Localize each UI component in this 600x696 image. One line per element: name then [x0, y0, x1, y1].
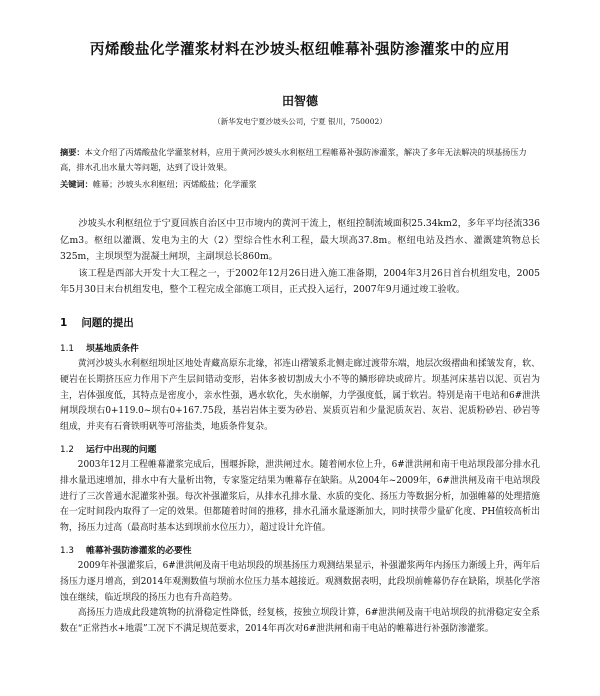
section-number: 1 — [60, 316, 68, 329]
abstract-label: 摘要： — [60, 147, 85, 157]
section-paragraph: 2003年12月工程帷幕灌浆完成后，围堰拆除，泄洪闸过水。随着闸水位上升，6#泄洪闸和南干电站坝段部分排水孔排水量迅速增加，排水中有大量析出物，专家鉴定结果为帷幕存在缺陷。从2004年~2009年，6#泄洪闸及南干电站坝段进行了三次普通水泥灌浆补强。每次补强灌浆后，从排水孔排水量、水质的变化、扬压力等数据分析，加强帷幕的处理措施在一定时间段内取得了一定的效果。但都随着时间的推移，排水孔涌水量逐渐加大，同时挟带少量矿化度、PH值较高析出物，扬压力过高（最高时基本达到坝前水位压力），超过设计允许值。 — [60, 459, 540, 534]
introduction — [60, 216, 540, 299]
intro-paragraph: 该工程是西部大开发十大工程之一，于2002年12月26日进入施工准备期，2004年3月26日首台机组发电，2005年5月30日末台机组发电，整个工程完成全部施工项目，正式投入运行，2007年9月通过竣工验收。 — [60, 267, 540, 296]
paper-title: 丙烯酸盐化学灌浆材料在沙坡头枢纽帷幕补强防渗灌浆中的应用 — [90, 42, 510, 58]
subsection-number: 1.3 — [60, 545, 74, 556]
intro-paragraph: 沙坡头水利枢纽位于宁夏回族自治区中卫市境内的黄河干流上，枢纽控制流域面积25.34km2，多年平均径流336亿m3。枢纽以灌溉、发电为主的大（2）型综合性水利工程，最大坝高37.8m。枢纽电站及挡水、灌溉建筑物总长325m，主坝坝型为混凝土闸坝，主副坝总长860m。 — [60, 218, 540, 263]
section-title: 问题的提出 — [81, 316, 134, 329]
subsection-title: 坝基地质条件 — [86, 343, 139, 354]
subsection-heading — [60, 443, 540, 458]
section-paragraph: 高扬压力造成此段建筑物的抗滑稳定性降低，经复核，按独立坝段计算，6#泄洪闸及南干电站坝段的抗滑稳定安全系数在“正常挡水+地震”工况下不满足规范要求，2014年再次对6#泄洪闸和南干电站的帷幕进行补强防渗灌浆。 — [60, 608, 540, 635]
abstract — [60, 145, 540, 175]
subsection-title: 运行中出现的问题 — [86, 444, 157, 455]
subsection-number: 1.2 — [60, 444, 74, 455]
keywords-label: 关键词： — [60, 179, 93, 189]
section-paragraph: 黄河沙坡头水利枢纽坝址区地处青藏高原东北缘，祁连山褶皱系北侧走廊过渡带东端，地层次级褶曲和揉皱发育，软、硬岩在长期挤压应力作用下产生层间错动变形，岩体多被切割成大小不等的鳞形碎块或碎片。坝基河床基岩以泥、页岩为主，岩体强度低，其特点是密度小，亲水性强，遇水软化，失水崩解，力学强度低，属于软岩。特别是南干电站和6#泄洪闸坝段坝右0+119.0~坝右0+167.75段，基岩岩体主要为砂岩、炭质页岩和少量泥质灰岩、灰岩、泥质粉砂岩、砂岩等组成，并夹有石膏铁明矾等可溶盐类，地质条件复杂。 — [60, 358, 540, 433]
author-name: 田智德 — [281, 94, 318, 108]
subsection-number: 1.1 — [60, 343, 74, 354]
keywords — [60, 177, 540, 192]
subsection-heading — [60, 342, 540, 357]
keywords-text: 帷幕；沙坡头水利枢纽；丙烯酸盐；化学灌浆 — [92, 179, 257, 189]
section-1-heading — [60, 315, 540, 330]
abstract-text: 本文介绍了丙烯酸盐化学灌浆材料，应用于黄河沙坡头水利枢纽工程帷幕补强防渗灌浆，解决了多年无法解决的坝基扬压力高，排水孔出水量大等问题，达到了设计效果。 — [60, 147, 527, 172]
subsection-heading — [60, 544, 540, 559]
subsection-title: 帷幕补强防渗灌浆的必要性 — [86, 545, 192, 556]
author-affiliation: （新华发电宁夏沙坡头公司，宁夏 银川，750002） — [213, 117, 387, 126]
section-paragraph: 2009年补强灌浆后，6#泄洪闸及南干电站坝段的坝基扬压力观测结果显示，补强灌浆两年内扬压力渐缓上升，两年后扬压力逐月增高，到2014年观测数值与坝前水位压力基本越接近。观测数据表明，此段坝前帷幕仍存在缺陷，坝基化学溶蚀在继续，临近坝段的扬压力也有升高趋势。 — [60, 560, 540, 603]
